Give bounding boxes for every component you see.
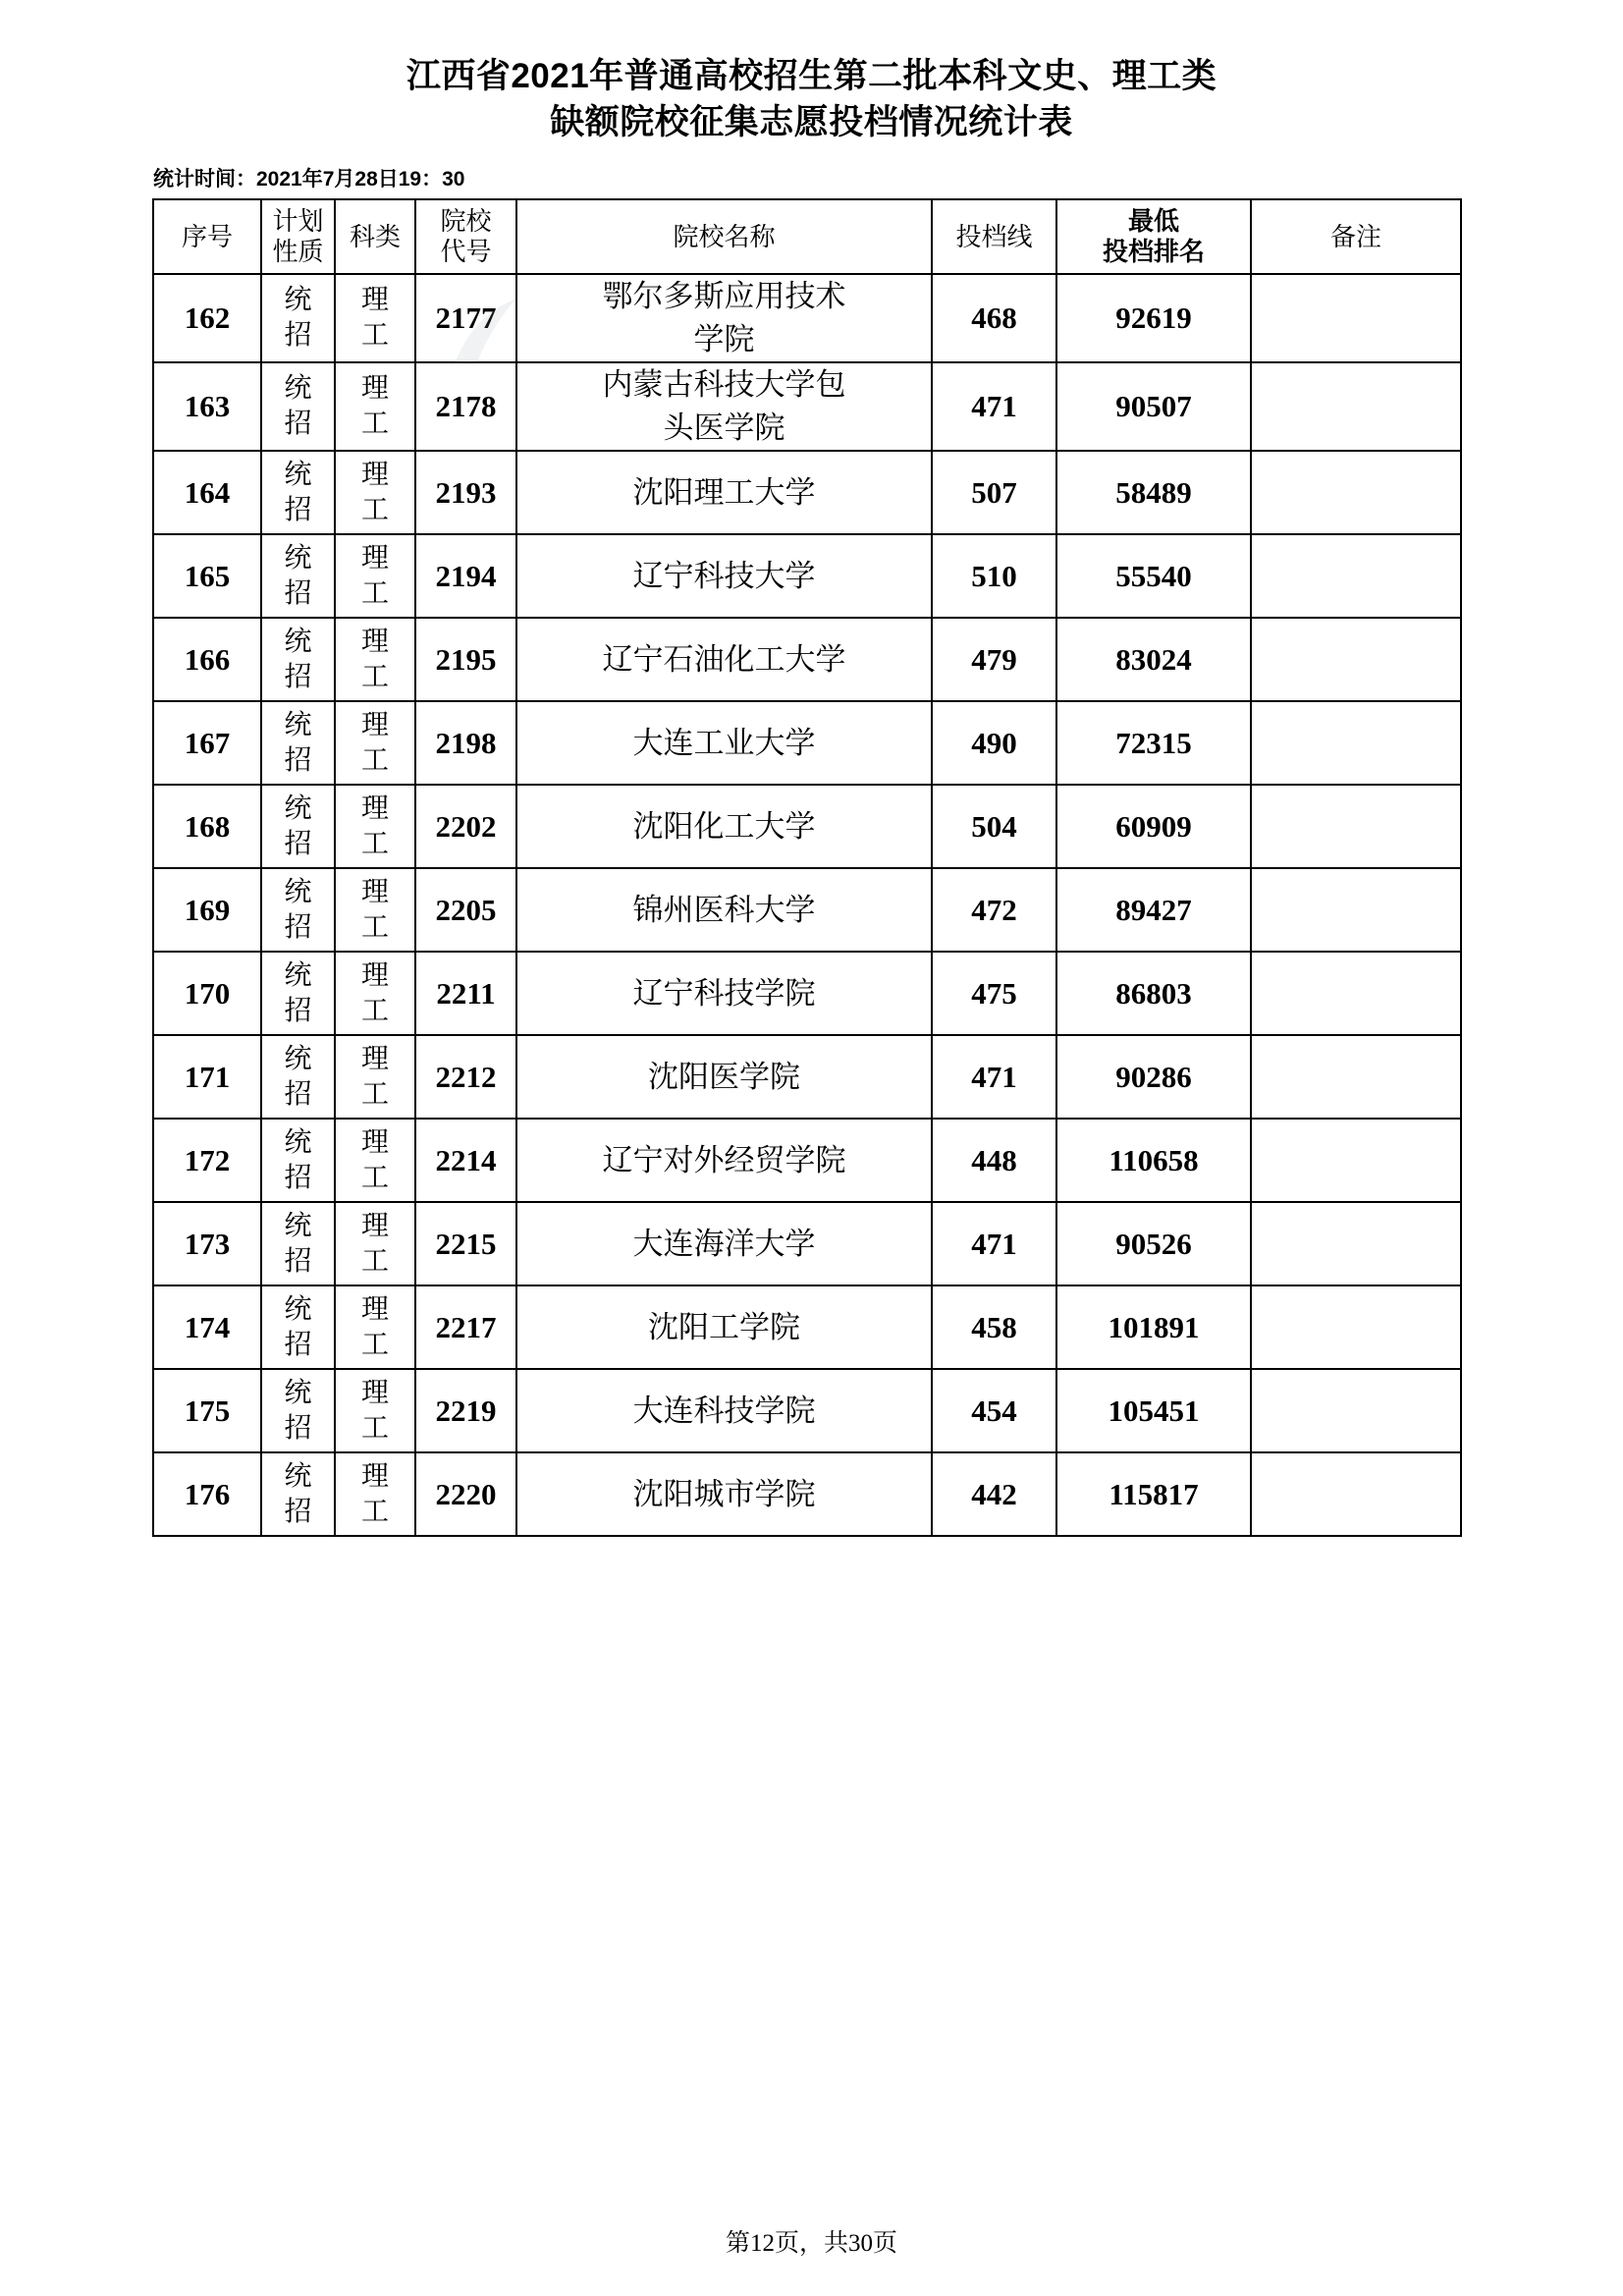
table-row [153,274,1461,362]
cell-plan-type-char2: 招 [284,911,312,943]
cell-category [335,618,415,701]
cell-plan-type [261,701,335,785]
table-row [153,534,1461,618]
cell-remark [1251,362,1461,451]
cell-plan-type-char1: 统 [284,459,312,490]
cell-plan-type [261,1119,335,1202]
cell-school-code: 2195 [415,618,516,701]
cell-remark [1251,274,1461,362]
table-row [153,1285,1461,1369]
cell-category [335,1285,415,1369]
cell-school-code: 2217 [415,1285,516,1369]
column-header-remark: 备注 [1251,199,1461,274]
cell-school-name-line1: 辽宁石油化工大学 [602,641,846,677]
column-header-school-code-line2: 代号 [440,238,492,266]
cell-category-char1: 理 [360,1126,389,1158]
cell-school-name [516,274,932,362]
cell-category [335,868,415,952]
cell-plan-type-char1: 统 [284,1460,312,1492]
cell-plan-type-char1: 统 [284,959,312,991]
cell-school-name [516,785,932,868]
cell-plan-type-char2: 招 [284,744,312,776]
cell-category-char1: 理 [360,285,389,315]
cell-plan-type [261,534,335,618]
cell-sequence: 167 [153,701,261,785]
cell-plan-type-char1: 统 [284,285,312,315]
cell-remark [1251,868,1461,952]
cell-category-char1: 理 [360,1377,389,1408]
table-row [153,952,1461,1035]
cell-school-code: 2212 [415,1035,516,1119]
cell-category-char1: 理 [360,1460,389,1492]
cell-score-line: 472 [932,868,1056,952]
cell-plan-type-char1: 统 [284,709,312,740]
cell-school-name-line1: 沈阳工学院 [648,1309,800,1344]
cell-plan-type-char2: 招 [284,1329,312,1360]
cell-category-char1: 理 [360,373,389,404]
cell-category [335,1119,415,1202]
column-header-plan-type-line2: 性质 [272,238,324,266]
cell-plan-type-char2: 招 [284,409,312,439]
cell-school-name-line2: 学院 [693,322,755,356]
cell-category [335,1452,415,1536]
cell-category-char1: 理 [360,459,389,490]
cell-score-line: 448 [932,1119,1056,1202]
page-footer: 第12页，共30页 [725,2230,897,2257]
cell-plan-type [261,362,335,451]
cell-category-char2: 工 [360,1078,389,1110]
column-header-school-code-line1: 院校 [440,207,492,236]
table-row [153,1202,1461,1285]
cell-school-code: 2219 [415,1369,516,1452]
cell-sequence: 171 [153,1035,261,1119]
cell-plan-type-char2: 招 [284,1245,312,1277]
cell-category-char2: 工 [360,494,389,525]
cell-plan-type-char2: 招 [284,1496,312,1527]
cell-category-char1: 理 [360,542,389,574]
cell-plan-type-char2: 招 [284,661,312,692]
cell-plan-type-char1: 统 [284,876,312,907]
table-row [153,618,1461,701]
cell-school-name-line2: 头医学院 [663,410,785,445]
cell-category-char2: 工 [360,995,389,1026]
cell-category-char1: 理 [360,626,389,657]
cell-school-name-line1: 辽宁对外经贸学院 [602,1142,846,1177]
cell-lowest-rank: 72315 [1056,701,1251,785]
cell-school-name-line1: 沈阳医学院 [648,1059,800,1094]
cell-plan-type-char1: 统 [284,542,312,574]
cell-category [335,1369,415,1452]
cell-category-char2: 工 [360,577,389,609]
cell-sequence: 162 [153,274,261,362]
cell-school-code: 2193 [415,451,516,534]
cell-school-name [516,952,932,1035]
column-header-plan-type [261,199,335,274]
cell-school-name [516,1035,932,1119]
cell-sequence: 168 [153,785,261,868]
cell-category [335,274,415,362]
cell-sequence: 172 [153,1119,261,1202]
cell-school-name-line1: 鄂尔多斯应用技术 [602,279,846,313]
cell-lowest-rank: 90507 [1056,362,1251,451]
cell-remark [1251,1369,1461,1452]
cell-remark [1251,1285,1461,1369]
cell-school-name [516,1285,932,1369]
cell-remark [1251,1202,1461,1285]
cell-score-line: 468 [932,274,1056,362]
cell-remark [1251,451,1461,534]
cell-plan-type [261,1369,335,1452]
table-body [153,274,1461,1536]
cell-remark [1251,618,1461,701]
cell-category-char1: 理 [360,876,389,907]
cell-sequence: 175 [153,1369,261,1452]
cell-category-char2: 工 [360,409,389,439]
cell-sequence: 169 [153,868,261,952]
column-header-lowest-rank-line2: 投档排名 [1102,238,1205,266]
cell-lowest-rank: 105451 [1056,1369,1251,1452]
table-row [153,701,1461,785]
table-row [153,1119,1461,1202]
cell-score-line: 454 [932,1369,1056,1452]
cell-plan-type-char1: 统 [284,1377,312,1408]
cell-remark [1251,701,1461,785]
cell-plan-type-char2: 招 [284,1078,312,1110]
cell-sequence: 176 [153,1452,261,1536]
cell-category [335,1202,415,1285]
cell-plan-type [261,1035,335,1119]
cell-category-char1: 理 [360,709,389,740]
page-title-line-1: 江西省2021年普通高校招生第二批本科文史、理工类 [406,57,1217,95]
cell-score-line: 507 [932,451,1056,534]
cell-remark [1251,534,1461,618]
cell-school-code: 2202 [415,785,516,868]
cell-category-char2: 工 [360,1412,389,1444]
cell-category-char1: 理 [360,959,389,991]
cell-remark [1251,785,1461,868]
cell-category [335,1035,415,1119]
cell-school-code: 2177 [415,274,516,362]
cell-remark [1251,1035,1461,1119]
cell-score-line: 479 [932,618,1056,701]
cell-plan-type-char2: 招 [284,995,312,1026]
cell-school-name [516,1369,932,1452]
statistics-table-container [0,198,1623,1537]
table-row [153,362,1461,451]
cell-school-name-line1: 辽宁科技学院 [632,975,816,1011]
cell-category-char1: 理 [360,793,389,824]
cell-plan-type-char1: 统 [284,373,312,404]
cell-category [335,785,415,868]
cell-plan-type-char2: 招 [284,1162,312,1193]
cell-lowest-rank: 115817 [1056,1452,1251,1536]
cell-plan-type-char1: 统 [284,626,312,657]
cell-sequence: 164 [153,451,261,534]
cell-school-code: 2205 [415,868,516,952]
cell-score-line: 510 [932,534,1056,618]
cell-school-name-line1: 内蒙古科技大学包 [602,367,846,402]
cell-sequence: 173 [153,1202,261,1285]
cell-remark [1251,1119,1461,1202]
cell-sequence: 163 [153,362,261,451]
table-row [153,451,1461,534]
cell-plan-type-char1: 统 [284,793,312,824]
table-row [153,785,1461,868]
cell-school-name [516,1119,932,1202]
column-header-lowest-rank [1056,199,1251,274]
cell-category-char2: 工 [360,1496,389,1527]
cell-school-name [516,451,932,534]
cell-school-code: 2198 [415,701,516,785]
cell-category-char2: 工 [360,661,389,692]
table-row [153,1369,1461,1452]
cell-plan-type-char1: 统 [284,1043,312,1074]
cell-plan-type-char2: 招 [284,494,312,525]
cell-school-code: 2215 [415,1202,516,1285]
cell-lowest-rank: 86803 [1056,952,1251,1035]
table-header-row [153,199,1461,274]
cell-category-char2: 工 [360,1329,389,1360]
cell-plan-type [261,1452,335,1536]
table-row [153,1452,1461,1536]
cell-category [335,952,415,1035]
cell-plan-type [261,868,335,952]
cell-school-name [516,618,932,701]
cell-category [335,451,415,534]
column-header-plan-type-line1: 计划 [272,207,324,236]
cell-category [335,362,415,451]
cell-score-line: 471 [932,362,1056,451]
cell-school-name [516,1452,932,1536]
cell-school-name [516,534,932,618]
cell-score-line: 471 [932,1202,1056,1285]
cell-school-name [516,701,932,785]
cell-score-line: 458 [932,1285,1056,1369]
column-header-category: 科类 [335,199,415,274]
cell-category-char1: 理 [360,1210,389,1241]
cell-plan-type [261,1285,335,1369]
cell-school-name-line1: 大连科技学院 [632,1393,816,1428]
cell-plan-type-char1: 统 [284,1210,312,1241]
cell-remark [1251,952,1461,1035]
cell-school-name-line1: 锦州医科大学 [632,892,816,927]
cell-score-line: 475 [932,952,1056,1035]
table-header-row-group [153,199,1461,274]
page-title-line-2: 缺额院校征集志愿投档情况统计表 [550,103,1073,141]
cell-plan-type-char1: 统 [284,1293,312,1325]
cell-lowest-rank: 60909 [1056,785,1251,868]
cell-lowest-rank: 101891 [1056,1285,1251,1369]
cell-plan-type [261,785,335,868]
cell-plan-type [261,451,335,534]
table-row [153,868,1461,952]
cell-school-code: 2194 [415,534,516,618]
cell-category-char2: 工 [360,828,389,859]
cell-lowest-rank: 55540 [1056,534,1251,618]
cell-category-char2: 工 [360,911,389,943]
column-header-lowest-rank-line1: 最低 [1127,207,1179,236]
cell-category-char2: 工 [360,320,389,351]
cell-school-code: 2178 [415,362,516,451]
cell-school-name-line1: 大连海洋大学 [632,1226,816,1261]
cell-school-code: 2214 [415,1119,516,1202]
cell-sequence: 165 [153,534,261,618]
cell-sequence: 170 [153,952,261,1035]
cell-plan-type [261,1202,335,1285]
column-header-school-code [415,199,516,274]
cell-category-char2: 工 [360,744,389,776]
cell-score-line: 504 [932,785,1056,868]
cell-school-name-line1: 沈阳化工大学 [632,808,816,844]
cell-plan-type [261,952,335,1035]
cell-score-line: 471 [932,1035,1056,1119]
statistics-timestamp: 统计时间：2021年7月28日19：30 [153,168,465,191]
cell-school-name-line1: 大连工业大学 [632,725,816,760]
cell-category-char2: 工 [360,1245,389,1277]
cell-lowest-rank: 110658 [1056,1119,1251,1202]
column-header-sequence: 序号 [153,199,261,274]
cell-lowest-rank: 89427 [1056,868,1251,952]
cell-school-name [516,1202,932,1285]
document-title-block [0,0,1623,145]
cell-lowest-rank: 83024 [1056,618,1251,701]
cell-plan-type [261,618,335,701]
column-header-score-line: 投档线 [932,199,1056,274]
cell-school-name [516,868,932,952]
cell-school-name-line1: 辽宁科技大学 [632,558,816,593]
cell-score-line: 490 [932,701,1056,785]
cell-plan-type-char2: 招 [284,1412,312,1444]
cell-plan-type-char2: 招 [284,577,312,609]
cell-category [335,701,415,785]
cell-plan-type-char2: 招 [284,828,312,859]
column-header-school-name: 院校名称 [516,199,932,274]
cell-sequence: 174 [153,1285,261,1369]
cell-remark [1251,1452,1461,1536]
cell-lowest-rank: 92619 [1056,274,1251,362]
cell-category-char1: 理 [360,1293,389,1325]
cell-school-name [516,362,932,451]
cell-lowest-rank: 90286 [1056,1035,1251,1119]
admission-statistics-table [152,198,1462,1537]
cell-plan-type [261,274,335,362]
cell-lowest-rank: 58489 [1056,451,1251,534]
cell-school-name-line1: 沈阳城市学院 [632,1476,816,1511]
cell-plan-type-char1: 统 [284,1126,312,1158]
cell-plan-type-char2: 招 [284,320,312,351]
table-row [153,1035,1461,1119]
cell-school-code: 2220 [415,1452,516,1536]
cell-category-char1: 理 [360,1043,389,1074]
cell-sequence: 166 [153,618,261,701]
cell-score-line: 442 [932,1452,1056,1536]
cell-school-code: 2211 [415,952,516,1035]
cell-lowest-rank: 90526 [1056,1202,1251,1285]
cell-school-name-line1: 沈阳理工大学 [632,474,816,510]
cell-category-char2: 工 [360,1162,389,1193]
cell-category [335,534,415,618]
